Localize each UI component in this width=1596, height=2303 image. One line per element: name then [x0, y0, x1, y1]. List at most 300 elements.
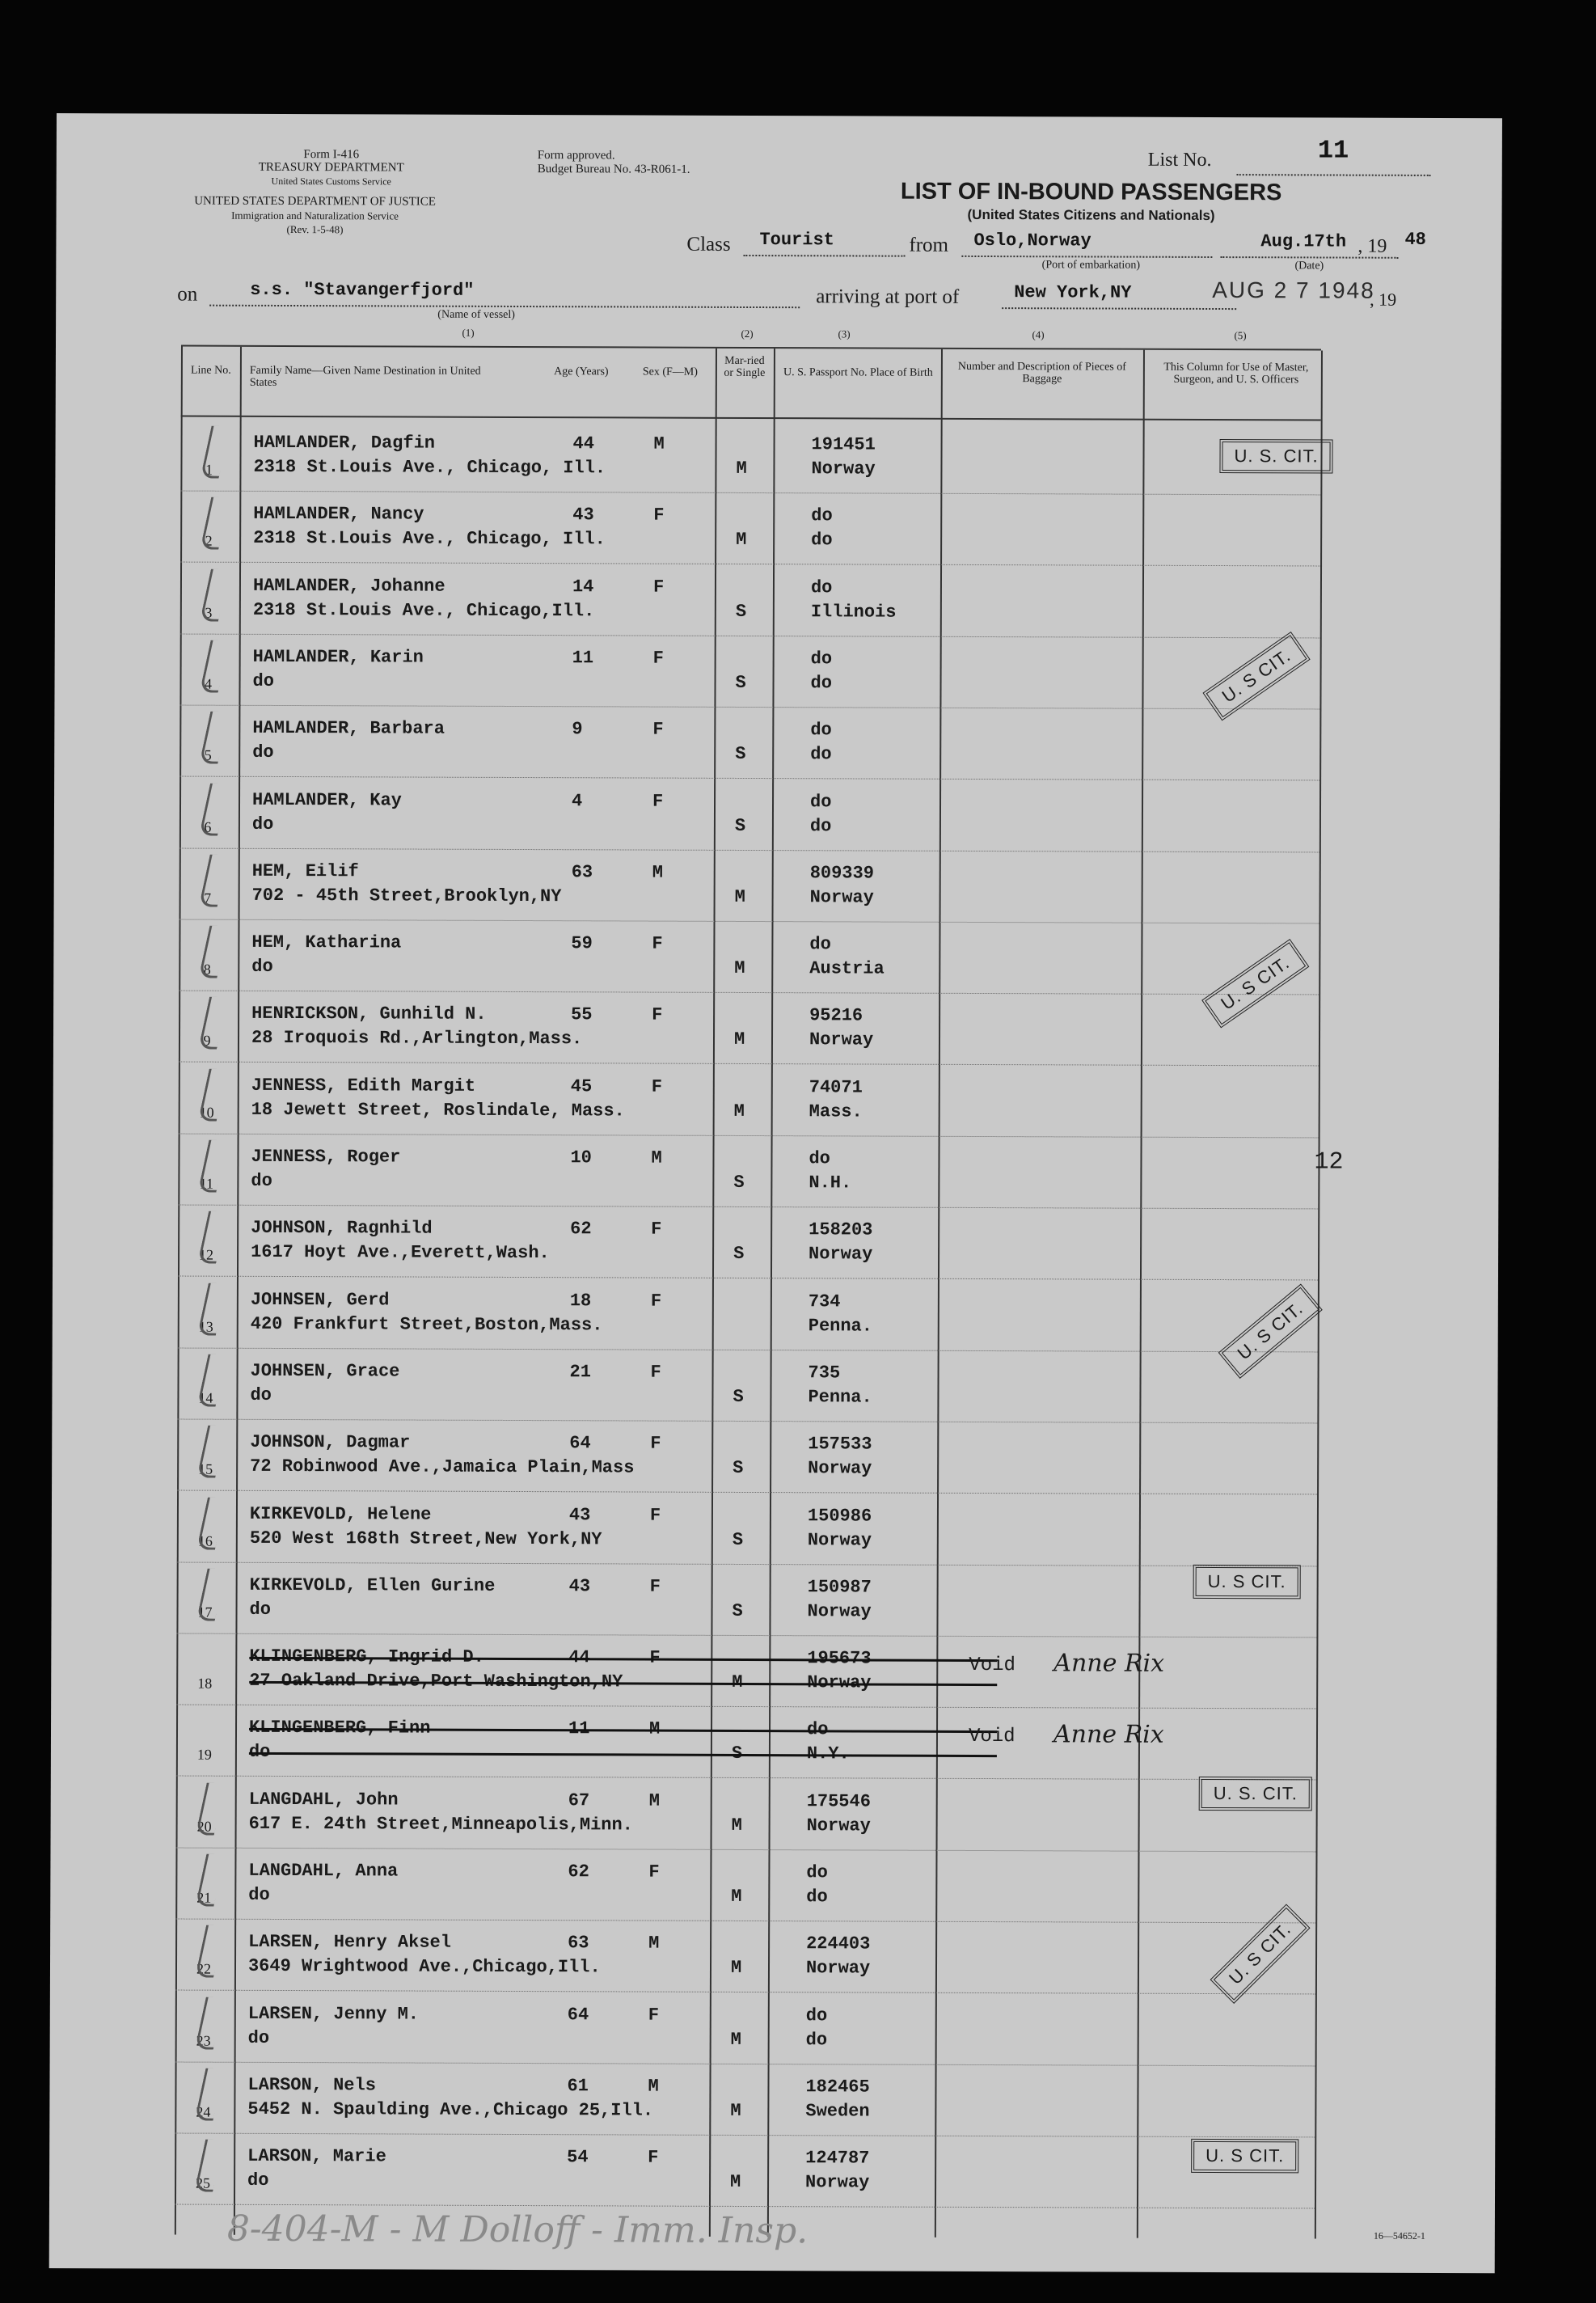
passenger-name: KLINGENBERG, Finn [248, 1718, 431, 1739]
line-number: 14 [198, 1389, 213, 1406]
passenger-row [52, 1349, 1345, 1425]
passenger-name: HEM, Katharina [251, 932, 402, 953]
passenger-sex: F [652, 933, 663, 954]
passport-number: 191451 [811, 434, 876, 455]
line-number: 9 [203, 1033, 211, 1050]
passenger-age: 11 [572, 648, 594, 669]
check-mark [194, 2068, 224, 2121]
from-value: Oslo,Norway [973, 230, 1091, 251]
passenger-row [54, 635, 1348, 711]
passport-number: 175546 [806, 1790, 871, 1812]
marital-status: S [732, 1600, 743, 1621]
passenger-name: JOHNSON, Ragnhild [251, 1218, 433, 1239]
passenger-row [53, 1278, 1346, 1354]
marital-status: M [736, 458, 747, 479]
passport-number: do [806, 1719, 829, 1740]
place-of-birth: Mass. [809, 1101, 863, 1122]
line-number: 23 [196, 2032, 211, 2049]
col-num-5: (5) [1234, 329, 1247, 342]
destination-address: do [249, 1599, 271, 1620]
form-id-block [251, 148, 412, 163]
passenger-sex: F [649, 1576, 661, 1597]
passenger-row [52, 1420, 1345, 1496]
form-number: Form I-416 [303, 148, 360, 162]
destination-address: do [250, 1384, 272, 1405]
marital-status: S [735, 744, 746, 765]
passenger-age: 63 [568, 1933, 589, 1954]
passenger-row [51, 1777, 1345, 1853]
passenger-row [53, 1206, 1346, 1282]
revision-date: (Rev. 1-5-48) [286, 222, 344, 236]
us-cit-stamp: U. S CIT. [1201, 939, 1309, 1028]
marital-status: S [733, 1244, 745, 1265]
marital-status: M [734, 958, 745, 979]
passenger-row [51, 1563, 1345, 1639]
passport-number: do [809, 1148, 830, 1169]
passport-number: do [811, 505, 833, 526]
marital-status: M [730, 2172, 741, 2193]
check-mark [198, 997, 228, 1050]
check-mark [194, 2140, 224, 2192]
line-number: 24 [196, 2103, 211, 2120]
table-header-bottom [181, 416, 1321, 421]
passport-number: do [809, 791, 832, 812]
passenger-age: 44 [568, 1647, 590, 1668]
us-cit-stamp: U. S CIT. [1218, 1284, 1323, 1379]
manifest-page [49, 113, 1502, 2273]
destination-address: 1617 Hoyt Ave.,Everett,Wash. [251, 1242, 550, 1264]
void-label-18: Void [969, 1654, 1015, 1677]
strike-through-line [249, 1752, 997, 1757]
check-mark [198, 926, 228, 978]
passenger-age: 63 [571, 862, 593, 883]
marital-status: M [733, 1029, 745, 1050]
passport-number: 734 [808, 1291, 841, 1312]
passenger-row [53, 920, 1347, 996]
form-approved: Form approved. [537, 149, 615, 163]
check-mark [197, 1211, 227, 1264]
passenger-row [53, 1063, 1347, 1139]
destination-address: 702 - 45th Street,Brooklyn,NY [251, 885, 562, 906]
passenger-name: LARSEN, Henry Aksel [248, 1932, 451, 1954]
marital-status: S [733, 1458, 744, 1479]
passenger-name: HENRICKSON, Gunhild N. [251, 1004, 487, 1025]
passenger-age: 10 [570, 1147, 592, 1168]
place-of-birth: Norway [809, 1029, 874, 1050]
passenger-name: JENNESS, Roger [251, 1146, 401, 1168]
passenger-row [55, 564, 1349, 640]
passenger-name: LARSEN, Jenny M. [247, 2003, 420, 2025]
date-caption: (Date) [1294, 260, 1324, 273]
passenger-name: HAMLANDER, Johanne [252, 575, 445, 597]
treasury-block [194, 161, 469, 189]
passenger-name: HAMLANDER, Kay [251, 789, 402, 810]
destination-address: 3649 Wrightwood Ave.,Chicago,Ill. [247, 1956, 601, 1978]
vessel-caption: (Name of vessel) [437, 308, 515, 321]
passenger-sex: F [650, 1291, 662, 1312]
passenger-row [55, 420, 1349, 497]
passenger-name: LANGDAHL, Anna [248, 1860, 399, 1882]
arrival-port: New York,NY [1014, 282, 1132, 303]
check-mark [198, 1068, 228, 1121]
place-of-birth: Austria [809, 958, 885, 979]
check-mark [196, 1782, 226, 1835]
header-line-no: Line No. [190, 364, 231, 377]
passenger-row [54, 706, 1348, 782]
arrival-year-prefix: , 19 [1370, 289, 1397, 310]
us-cit-stamp: U. S CIT. [1202, 632, 1310, 720]
place-of-birth: Illinois [810, 601, 897, 623]
marital-status: M [730, 2029, 741, 2050]
passenger-sex: F [652, 577, 665, 598]
line-number: 6 [204, 818, 212, 835]
passenger-sex: F [648, 1861, 660, 1883]
passport-number: do [809, 934, 831, 955]
place-of-birth: do [805, 2029, 828, 2050]
marital-status: S [733, 1172, 745, 1193]
check-mark [196, 1426, 226, 1478]
destination-address: 5452 N. Spaulding Ave.,Chicago 25,Ill. [247, 2098, 654, 2121]
passenger-sex: F [651, 1219, 662, 1240]
place-of-birth: N.H. [809, 1173, 852, 1194]
passenger-age: 62 [570, 1219, 592, 1240]
line-number: 22 [196, 1960, 212, 1977]
place-of-birth: Norway [811, 458, 876, 480]
col-num-2: (2) [741, 327, 754, 340]
passport-number: 182465 [805, 2077, 870, 2098]
place-of-birth: N.Y. [806, 1743, 850, 1764]
passenger-age: 43 [568, 1504, 591, 1525]
check-mark [197, 1282, 227, 1335]
header-baggage: Number and Description of Pieces of Baggage [957, 360, 1126, 386]
marital-status: M [736, 530, 747, 551]
col-num-1: (1) [462, 326, 475, 339]
passenger-name: LANGDAHL, John [248, 1789, 399, 1811]
passenger-sex: M [648, 2076, 659, 2097]
check-mark [196, 1568, 226, 1621]
check-mark [199, 854, 229, 906]
list-no-value: 11 [1317, 135, 1349, 166]
passport-number: do [810, 720, 832, 741]
passenger-sex: F [652, 648, 664, 669]
check-mark [200, 568, 230, 621]
destination-address: 18 Jewett Street, Roslindale, Mass. [251, 1099, 625, 1122]
passenger-age: 14 [572, 576, 594, 597]
passenger-row [50, 1849, 1344, 1925]
destination-address: do [251, 956, 273, 978]
place-of-birth: Norway [806, 1815, 871, 1836]
passport-number: do [805, 2005, 828, 2026]
destination-address: 2318 St.Louis Ave., Chicago, Ill. [253, 528, 606, 550]
passenger-name: HAMLANDER, Nancy [253, 504, 424, 525]
destination-address: 27 Oakland Drive,Port Washington,NY [249, 1670, 623, 1692]
marital-status: M [731, 1886, 742, 1907]
marital-status: M [732, 1672, 743, 1693]
passport-number: do [810, 649, 833, 670]
us-cit-stamp: U. S. CIT. [1199, 1777, 1312, 1811]
class-line [743, 255, 905, 257]
passenger-age: 4 [571, 790, 583, 811]
line-number: 18 [197, 1675, 213, 1692]
passenger-sex: F [652, 719, 664, 740]
from-label: from [909, 234, 949, 256]
year-value: 48 [1404, 229, 1426, 250]
passenger-age: 45 [570, 1075, 593, 1097]
void-signature-19: Anne Rix [1053, 1720, 1164, 1749]
passport-number: 158203 [809, 1219, 873, 1240]
destination-address: 520 West 168th Street,New York,NY [249, 1528, 602, 1549]
arrival-date-stamp: AUG 2 7 1948 [1212, 277, 1375, 303]
passenger-sex: F [650, 1362, 661, 1383]
passenger-age: 9 [572, 719, 583, 740]
port-embark-caption: (Port of embarkation) [1041, 259, 1141, 272]
passenger-name: JOHNSEN, Grace [250, 1360, 400, 1382]
check-mark [200, 497, 230, 550]
line-number: 2 [205, 532, 213, 549]
line-number: 25 [196, 2174, 211, 2191]
passenger-sex: F [651, 1076, 663, 1097]
marital-status: M [730, 1958, 742, 1979]
check-mark [200, 640, 230, 693]
line-number: 13 [198, 1318, 213, 1335]
destination-address: do [248, 1884, 270, 1905]
passport-number: 224403 [806, 1933, 871, 1954]
void-signature-18: Anne Rix [1053, 1649, 1165, 1678]
customs-service: United States Customs Service [271, 175, 391, 188]
destination-address: do [252, 742, 274, 763]
treasury-title: TREASURY DEPARTMENT [258, 160, 404, 175]
marital-status: M [733, 1101, 745, 1122]
form-subtitle: (United States Citizens and Nationals) [967, 206, 1215, 224]
place-of-birth: Sweden [805, 2101, 870, 2122]
destination-address: 2318 St.Louis Ave., Chicago, Ill. [253, 456, 606, 479]
line-number: 11 [199, 1175, 214, 1192]
passenger-sex: F [648, 2005, 660, 2026]
passport-number: 735 [808, 1363, 841, 1384]
marital-status: M [734, 886, 745, 907]
passenger-age: 54 [567, 2147, 589, 2168]
passenger-age: 55 [571, 1004, 593, 1025]
line-number: 17 [197, 1604, 213, 1621]
passport-number: 95216 [809, 1005, 863, 1026]
line-number: 1 [205, 461, 213, 478]
us-cit-stamp: U. S CIT. [1193, 1565, 1301, 1599]
passenger-sex: M [651, 1147, 662, 1168]
from-line [961, 256, 1212, 258]
header-married: Mar-ried or Single [724, 354, 766, 380]
passenger-sex: M [648, 1718, 661, 1740]
passenger-sex: F [652, 1004, 663, 1026]
passport-number: do [810, 577, 833, 598]
passenger-sex: M [648, 1790, 660, 1811]
passenger-age: 61 [567, 2076, 589, 2097]
destination-address: 28 Iroquois Rd.,Arlington,Mass. [251, 1028, 583, 1050]
passenger-sex: F [649, 1647, 661, 1668]
passenger-name: JOHNSEN, Gerd [250, 1289, 390, 1311]
check-mark [199, 783, 229, 835]
budget-bureau: Budget Bureau No. 43-R061-1. [537, 163, 690, 176]
passenger-row [53, 1135, 1346, 1211]
header-passport: U. S. Passport No. Place of Birth [783, 366, 933, 379]
justice-title: UNITED STATES DEPARTMENT OF JUSTICE [194, 194, 437, 209]
passenger-name: JOHNSON, Dagmar [250, 1432, 411, 1453]
form-title: LIST OF IN-BOUND PASSENGERS [900, 178, 1282, 206]
header-name-dest: Family Name—Given Name Destination in United States [249, 364, 481, 389]
marital-status: S [734, 815, 746, 836]
passport-number: 124787 [805, 2148, 870, 2169]
place-of-birth: do [810, 744, 832, 765]
passenger-name: LARSON, Marie [247, 2146, 386, 2167]
passenger-name: KIRKEVOLD, Ellen Gurine [249, 1574, 496, 1596]
passenger-name: HAMLANDER, Barbara [252, 718, 445, 739]
arriving-label: arriving at port of [816, 285, 960, 308]
col-num-3: (3) [838, 327, 851, 340]
destination-address: 420 Frankfurt Street,Boston,Mass. [250, 1313, 603, 1335]
destination-address: 2318 St.Louis Ave., Chicago,Ill. [252, 599, 595, 621]
approval-block [538, 149, 764, 177]
place-of-birth: Norway [809, 1244, 873, 1265]
passenger-sex: M [653, 433, 665, 454]
line-number: 7 [204, 890, 212, 906]
passport-number: do [806, 1862, 828, 1883]
destination-address: do [248, 1742, 271, 1763]
place-of-birth: Norway [809, 887, 874, 908]
inspector-handwritten-note: 8-404-M - M Dolloff - Imm. Insp. [226, 2208, 809, 2252]
immigration-service: Immigration and Naturalization Service [231, 209, 399, 222]
line-number: 5 [204, 746, 212, 763]
passport-number: 809339 [809, 863, 874, 884]
place-of-birth: Norway [805, 1958, 871, 1979]
place-of-birth: Norway [808, 1458, 872, 1479]
passenger-name: LARSON, Nels [247, 2074, 376, 2096]
date-value: Aug.17th [1260, 231, 1347, 252]
place-of-birth: Norway [807, 1672, 872, 1693]
passenger-sex: M [648, 1933, 660, 1954]
destination-address: do [251, 813, 274, 835]
line-number: 4 [205, 675, 213, 692]
line-number: 15 [198, 1460, 213, 1477]
class-value: Tourist [759, 230, 834, 251]
check-mark [195, 1997, 225, 2049]
class-label: Class [686, 233, 731, 256]
passenger-sex: F [653, 505, 665, 526]
table-top-border [181, 345, 1321, 351]
line-number: 16 [197, 1532, 213, 1549]
passenger-row [49, 2134, 1343, 2210]
passenger-name: JENNESS, Edith Margit [251, 1075, 476, 1097]
marital-status: M [731, 1815, 742, 1836]
line-number: 19 [196, 1747, 212, 1764]
passport-number: 150986 [807, 1505, 872, 1527]
line-number: 3 [205, 604, 213, 621]
passenger-age: 11 [568, 1718, 590, 1739]
passenger-sex: F [650, 1433, 661, 1454]
marital-status: S [731, 1743, 743, 1764]
line-number: 10 [199, 1104, 214, 1121]
destination-address: do [247, 2027, 270, 2048]
passenger-age: 43 [568, 1576, 591, 1597]
port-line [1002, 307, 1236, 310]
passenger-age: 67 [568, 1790, 590, 1811]
passenger-age: 59 [571, 933, 593, 954]
vessel-name: s.s. "Stavangerfjord" [250, 279, 475, 301]
margin-note: 12 [1314, 1148, 1344, 1177]
line-number: 8 [203, 961, 211, 978]
check-mark [197, 1354, 227, 1407]
passenger-row [53, 991, 1347, 1067]
passenger-age: 64 [567, 2004, 589, 2025]
passenger-age: 62 [568, 1861, 589, 1883]
check-mark [195, 1854, 225, 1907]
marital-status: S [735, 601, 747, 622]
passenger-sex: F [649, 1505, 661, 1526]
line-number: 12 [199, 1246, 214, 1263]
place-of-birth: do [810, 673, 832, 694]
place-of-birth: Penna. [808, 1315, 873, 1337]
passenger-row [54, 777, 1348, 853]
passenger-name: KIRKEVOLD, Helene [249, 1503, 432, 1525]
check-mark [201, 426, 230, 479]
passenger-name: HAMLANDER, Dagfin [253, 432, 436, 454]
us-cit-stamp: U. S. CIT. [1219, 439, 1332, 473]
header-officers: This Column for Use of Master, Surgeon, and U. S. Officers [1163, 361, 1309, 387]
passenger-sex: F [652, 791, 664, 812]
passenger-row [55, 492, 1349, 568]
destination-address: do [252, 670, 274, 691]
col-num-4: (4) [1032, 328, 1045, 341]
print-code: 16—54652-1 [1373, 2229, 1425, 2242]
vessel-line [209, 305, 800, 309]
us-cit-stamp: U. S CIT. [1210, 1904, 1311, 2004]
passenger-row [52, 1491, 1345, 1567]
destination-address: do [247, 2170, 269, 2191]
passport-number: 157533 [808, 1434, 872, 1455]
destination-address: 72 Robinwood Ave.,Jamaica Plain,Mass [250, 1456, 635, 1478]
marital-status: M [730, 2100, 741, 2121]
destination-address: 617 E. 24th Street,Minneapolis,Minn. [248, 1813, 633, 1836]
year-prefix: , 19 [1357, 235, 1387, 257]
passenger-row [50, 1992, 1344, 2068]
passenger-name: HAMLANDER, Karin [252, 646, 424, 668]
passenger-row [49, 2063, 1343, 2139]
passport-number: 150987 [807, 1577, 872, 1598]
check-mark [195, 1925, 225, 1978]
header-sex: Sex (F—M) [642, 366, 698, 378]
passenger-sex: F [648, 2147, 659, 2168]
destination-address: do [251, 1170, 272, 1191]
on-label: on [177, 283, 198, 306]
passenger-sex: M [652, 862, 663, 883]
passenger-age: 44 [572, 433, 595, 454]
line-number: 21 [196, 1889, 212, 1906]
marital-status: S [733, 1386, 744, 1407]
place-of-birth: Norway [807, 1601, 872, 1622]
passenger-name: KLINGENBERG, Ingrid D. [249, 1646, 484, 1667]
passenger-name: HEM, Eilif [251, 860, 359, 882]
justice-block [120, 194, 509, 237]
line-number: 20 [196, 1818, 212, 1835]
place-of-birth: do [809, 815, 832, 836]
place-of-birth: Penna. [808, 1387, 872, 1408]
header-age: Age (Years) [554, 366, 609, 378]
check-mark [199, 712, 229, 764]
passenger-row [54, 849, 1348, 925]
list-no-label: List No. [1147, 149, 1212, 171]
passenger-row [50, 1920, 1344, 1996]
place-of-birth: Norway [807, 1529, 872, 1551]
passenger-age: 43 [572, 505, 594, 526]
list-no-line [1237, 174, 1431, 176]
